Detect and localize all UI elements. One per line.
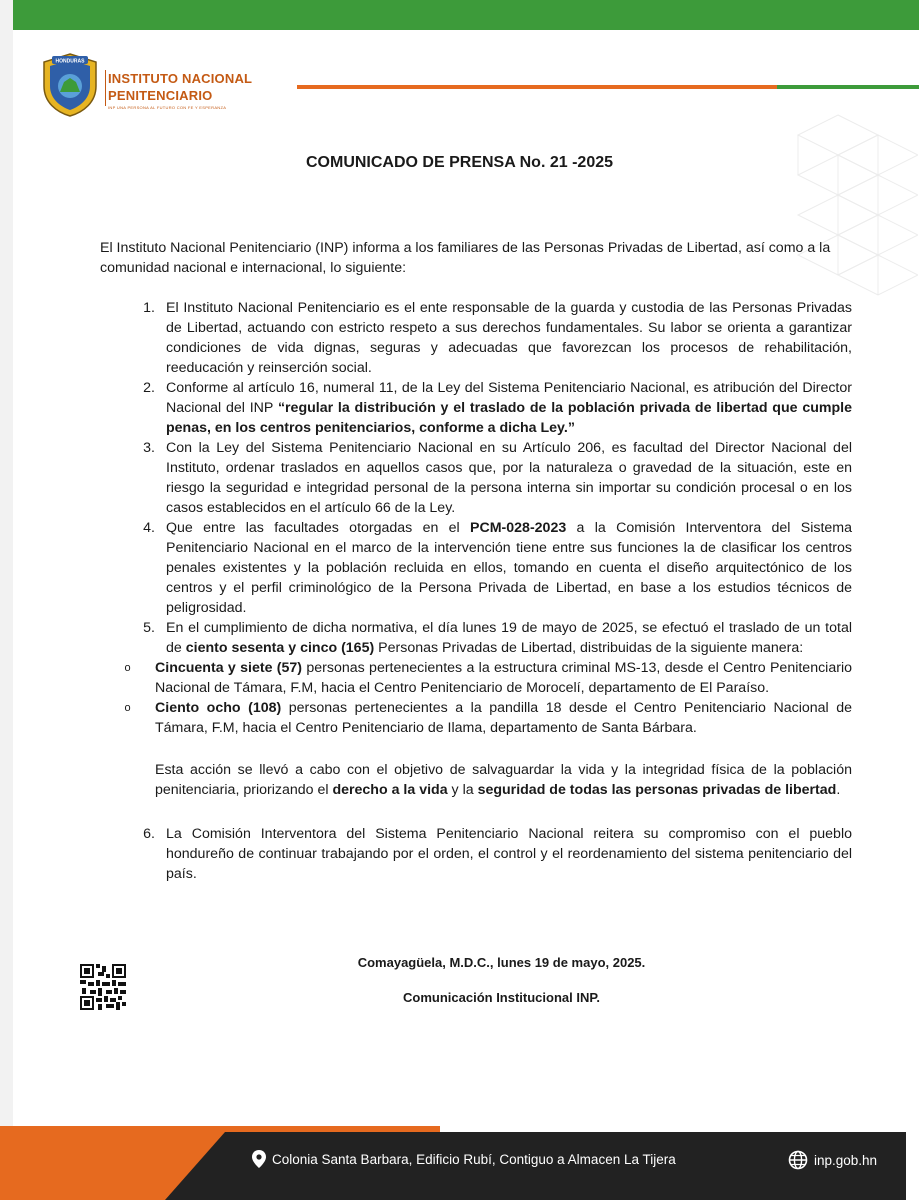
press-release-title: COMUNICADO DE PRENSA No. 21 -2025 bbox=[305, 154, 614, 171]
list-text: Que entre las facultades otorgadas en el PCM-028-2023 a la Comisión Interventora del Sistema Penitenciario Nacional en el marco de la intervención tiene entre sus funciones la de clasificar los centros penales existentes y la población recluida en ellos, tomando en cuenta el diseño arquitectónico de los centros y el perfil criminológico de la Persona Privada de Libertad, en base a los estudios técnicos de peligrosidad. bbox=[166, 520, 853, 616]
list-text: El Instituto Nacional Penitenciario es el ente responsable de la guarda y custodia de las Personas Privadas de Libertad, actuando con estricto respeto a sus derechos fundamentales. Su labor se orienta a garantizar condiciones de vida dignas, seguras y adecuadas que favorezcan los procesos de rehabilitación, reeducación y reinserción social. bbox=[166, 300, 852, 376]
page-edge bbox=[0, 0, 13, 1200]
footer-website[interactable] bbox=[788, 1150, 877, 1170]
bullet-text: Cincuenta y siete (57) personas pertenecientes a la estructura criminal MS-13, desde el Centro Penitenciario Nacional de Támara, F.M, hacia el Centro Penitenciario de Morocelí, departamento de El Paraíso. bbox=[155, 660, 852, 696]
list-number: 3. bbox=[143, 440, 155, 456]
institution-tagline: INP UNA PERSONA AL FUTURO CON FE Y ESPERANZA bbox=[108, 105, 227, 110]
place-and-date: Comayagüela, M.D.C., lunes 19 de mayo, 2025. bbox=[357, 955, 646, 970]
list-item-4 bbox=[100, 518, 852, 618]
svg-text:HONDURAS: HONDURAS bbox=[55, 58, 85, 65]
list-number: 1. bbox=[143, 300, 155, 316]
bullet-marker: o bbox=[124, 702, 131, 714]
institution-line-1: INSTITUTO NACIONAL bbox=[108, 71, 253, 86]
sub-bullet-2 bbox=[100, 698, 852, 738]
list-number: 4. bbox=[143, 520, 155, 536]
list-text: La Comisión Interventora del Sistema Penitenciario Nacional reitera su compromiso con el pueblo hondureño de continuar trabajando por el orden, el control y el reordenamiento del sistema penitenciario del país. bbox=[166, 826, 852, 882]
header-orange-rule bbox=[297, 85, 777, 89]
list-item-2 bbox=[100, 378, 852, 438]
decorative-pattern bbox=[758, 95, 918, 315]
logo-separator bbox=[105, 70, 106, 106]
top-green-bar bbox=[13, 0, 919, 30]
list-text: En el cumplimiento de dicha normativa, el día lunes 19 de mayo de 2025, se efectuó el traslado de un total de ciento sesenta y cinco (165) Personas Privadas de Libertad, distribuidas de la siguiente manera: bbox=[166, 620, 852, 656]
list-number: 2. bbox=[143, 380, 155, 396]
bullet-marker: o bbox=[124, 662, 131, 674]
header-green-rule bbox=[777, 85, 919, 89]
institution-line-2: PENITENCIARIO bbox=[108, 88, 213, 103]
sub-bullet-1 bbox=[100, 658, 852, 698]
footer-address-text: Colonia Santa Barbara, Edificio Rubí, Contiguo a Almacen La Tijera bbox=[272, 1151, 676, 1167]
footer-address bbox=[252, 1150, 676, 1168]
footer-website-text[interactable]: inp.gob.hn bbox=[814, 1152, 878, 1168]
bullet-text: Ciento ocho (108) personas pertenecientes a la pandilla 18 desde el Centro Penitenciario Nacional de Támara, F.M, hacia el Centro Penitenciario de Ilama, departamento de Santa Bárbara. bbox=[155, 700, 852, 736]
globe-icon bbox=[788, 1150, 808, 1170]
list-item-6 bbox=[100, 824, 852, 884]
list-number: 6. bbox=[143, 826, 155, 842]
inp-shield-logo bbox=[38, 52, 102, 118]
list-item-3 bbox=[100, 438, 852, 518]
institution-name bbox=[108, 70, 252, 110]
signature: Comunicación Institucional INP. bbox=[403, 990, 600, 1005]
list-text: Conforme al artículo 16, numeral 11, de la Ley del Sistema Penitenciario Nacional, es atribución del Director Nacional del INP “regular la distribución y el traslado de la población privada de libertad que cumple penas, en los centros penitenciarios, conforme a dicha Ley.” bbox=[166, 380, 852, 436]
intro-paragraph: El Instituto Nacional Penitenciario (INP) informa a los familiares de las Personas Privadas de Libertad, así como a la comunidad nacional e internacional, lo siguiente: bbox=[100, 240, 831, 276]
list-item-5 bbox=[100, 618, 852, 658]
list-number: 5. bbox=[143, 620, 155, 636]
closing-paragraph: Esta acción se llevó a cabo con el objetivo de salvaguardar la vida y la integridad física de la población penitenciaria, priorizando el derecho a la vida y la seguridad de todas las personas privadas de libertad. bbox=[155, 762, 852, 798]
list-item-1 bbox=[100, 298, 852, 378]
list-text: Con la Ley del Sistema Penitenciario Nacional en su Artículo 206, es facultad del Director Nacional del Instituto, ordenar traslados en aquellos casos que, por la naturaleza o gravedad de la situación, este en riesgo la seguridad e integridad personal de la persona interna sin importar su condición procesal o en los casos establecidos en el artículo 66 de la Ley. bbox=[166, 440, 852, 516]
numbered-list bbox=[100, 298, 852, 884]
location-pin-icon bbox=[252, 1150, 266, 1168]
